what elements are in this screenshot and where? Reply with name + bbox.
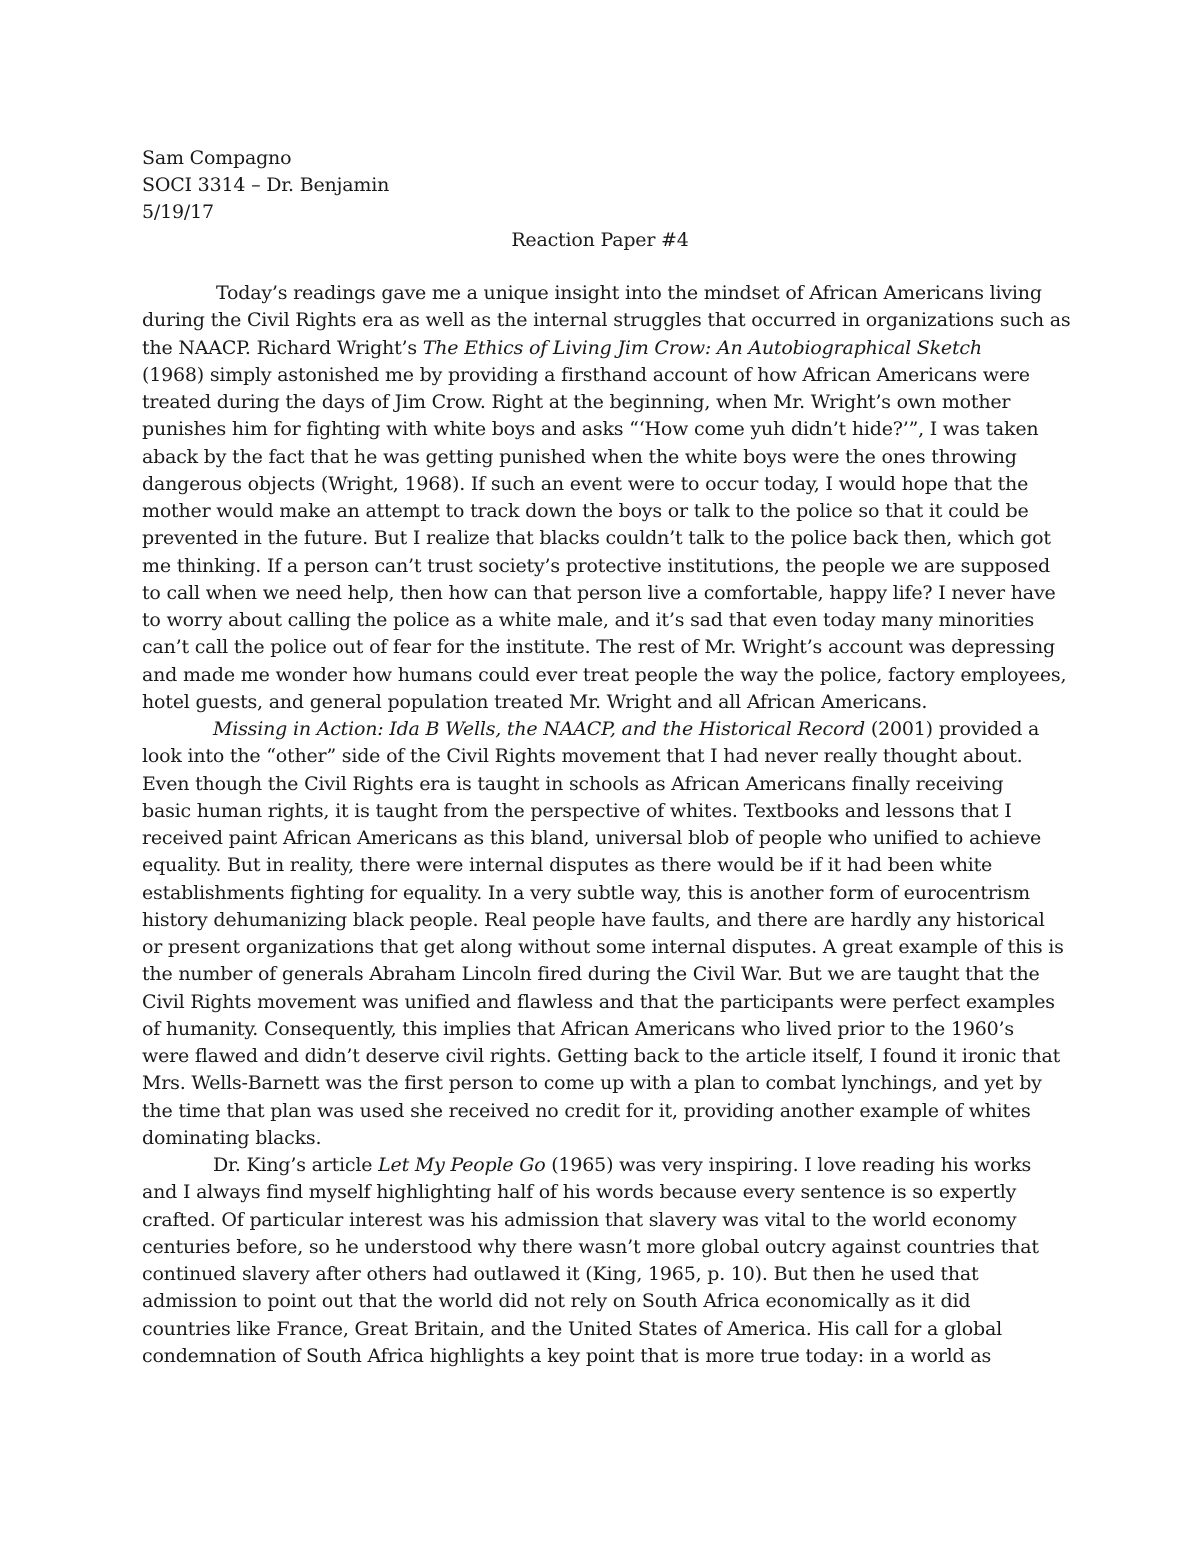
body-line: dominating blacks. [142,1126,322,1149]
body-line: or present organizations that get along without some internal disputes. A great example of this is [142,936,1064,958]
body-line: of humanity. Consequently, this implies that African Americans who lived prior to the 1960’s [142,1017,1014,1040]
body-line: to call when we need help, then how can that person live a comfortable, happy life? I never have [142,581,1056,604]
body-line: punishes him for fighting with white boys and asks “‘How come yuh didn’t hide?’”, I was taken [142,418,1039,441]
body-line: me thinking. If a person can’t trust society’s protective institutions, the people we are supposed [142,554,1050,577]
italic-title: The Ethics of Living Jim Crow: An Autobiographical Sketch [422,336,982,359]
body-line: basic human rights, it is taught from the perspective of whites. Textbooks and lessons that I [142,799,1012,822]
body-line: treated during the days of Jim Crow. Right at the beginning, when Mr. Wright’s own mother [142,391,1011,413]
body-line: and made me wonder how humans could ever treat people the way the police, factory employees, [142,663,1067,686]
body-line: dangerous objects (Wright, 1968). If such an event were to occur today, I would hope that the [142,472,1029,495]
paper-body [142,280,1071,1397]
body-line [142,716,1062,743]
body-line-text: the NAACP. Richard Wright’s [142,336,423,359]
body-line: mother would make an attempt to track down the boys or talk to the police so that it could be [142,500,1029,522]
body-line: (1968) simply astonished me by providing a firsthand account of how African Americans were [142,363,1030,386]
body-line: the number of generals Abraham Lincoln fired during the Civil War. But we are taught that the [142,963,1040,986]
body-line: equality. But in reality, there were internal disputes as there would be if it had been white [142,854,993,877]
body-line: the time that plan was used she received no credit for it, providing another example of whites [142,1099,1031,1122]
body-line: Even though the Civil Rights era is taught in schools as African Americans finally receiving [142,772,1004,795]
body-line: establishments fighting for equality. In a very subtle way, this is another form of eurocentrism [142,881,1030,904]
body-line: countries like France, Great Britain, and the United States of America. His call for a global [142,1317,1002,1340]
paper-header [142,145,1062,226]
body-line: admission to point out that the world did not rely on South Africa economically as it did [142,1290,971,1313]
author-name: Sam Compagno [142,147,292,169]
body-line-text: Dr. King’s article [213,1154,379,1176]
body-line: Mrs. Wells-Barnett was the first person to come up with a plan to combat lynchings, and yet by [142,1072,1042,1095]
body-line: and I always find myself highlighting half of his words because every sentence is so expertly [142,1181,1017,1204]
body-line: Today’s readings gave me a unique insight into the mindset of African Americans living [216,282,1042,304]
body-line [142,335,1062,362]
body-line: aback by the fact that he was getting punished when the white boys were the ones throwing [142,445,1017,468]
body-line: look into the “other” side of the Civil Rights movement that I had never really thought about. [142,745,1023,768]
body-line: during the Civil Rights era as well as the internal struggles that occurred in organizations such as [142,309,1071,332]
body-line: centuries before, so he understood why there wasn’t more global outcry against countries that [142,1235,1039,1258]
body-line-text: (2001) provided a [865,718,1040,740]
body-line: Civil Rights movement was unified and flawless and that the participants were perfect examples [142,990,1055,1013]
body-line: continued slavery after others had outlawed it (King, 1965, p. 10). But then he used that [142,1263,979,1285]
body-line: to worry about calling the police as a white male, and it’s sad that even today many minorities [142,609,1035,631]
body-line [142,1152,1062,1179]
course-line: SOCI 3314 – Dr. Benjamin [142,174,390,196]
date-line: 5/19/17 [142,201,214,223]
body-line: prevented in the future. But I realize that blacks couldn’t talk to the police back then, which got [142,527,1051,550]
italic-title: Missing in Action: Ida B Wells, the NAACP, and the Historical Record [213,718,866,740]
body-line: can’t call the police out of fear for the institute. The rest of Mr. Wright’s account was depressing [142,636,1055,659]
body-line: received paint African Americans as this bland, universal blob of people who unified to achieve [142,827,1042,849]
body-line [142,1370,1062,1397]
body-line: crafted. Of particular interest was his admission that slavery was vital to the world economy [142,1208,1017,1231]
paper-title: Reaction Paper #4 [511,229,689,251]
italic-title: Let My People Go [378,1154,546,1176]
body-line: history dehumanizing black people. Real people have faults, and there are hardly any historical [142,908,1045,931]
body-line: were flawed and didn’t deserve civil rights. Getting back to the article itself, I found it ironic that [142,1045,1061,1067]
body-line-text: (1965) was very inspiring. I love reading his works [545,1154,1032,1176]
body-line: condemnation of South Africa highlights a key point that is more true today: in a world as [142,1344,992,1367]
body-line: hotel guests, and general population treated Mr. Wright and all African Americans. [142,690,928,713]
